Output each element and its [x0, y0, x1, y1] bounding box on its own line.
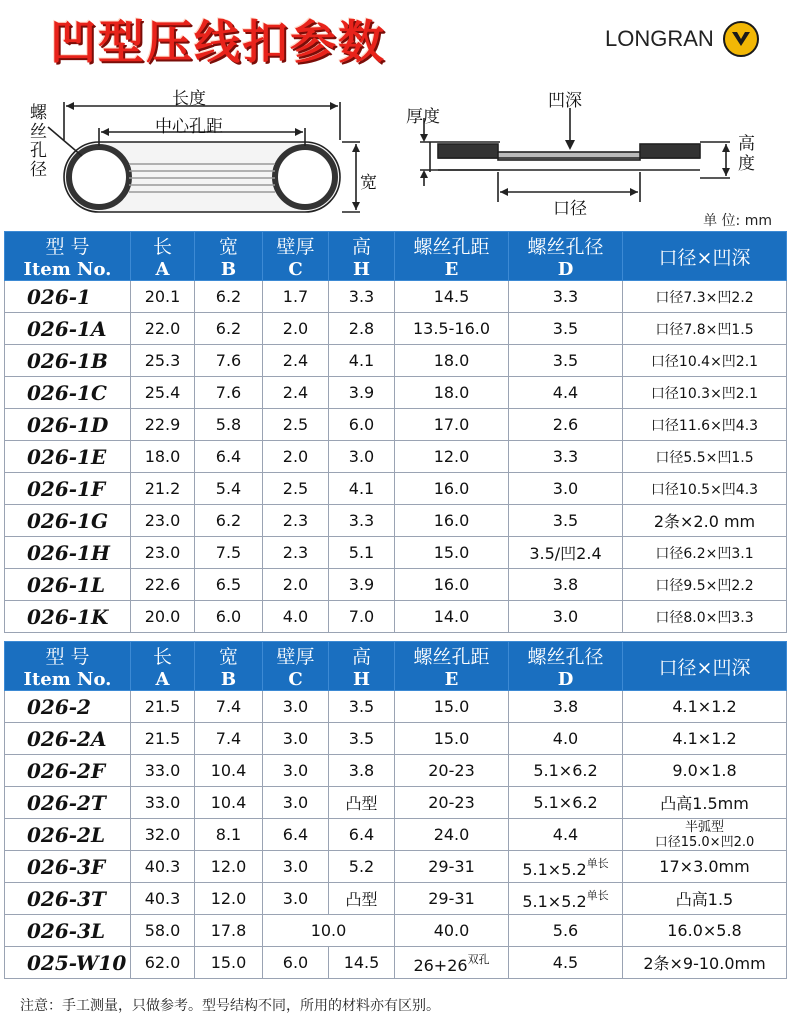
- banner: [0, 0, 790, 82]
- value-cell: 18.0: [131, 441, 195, 473]
- length-label: 长度: [172, 89, 206, 109]
- value-cell: 3.0: [263, 883, 329, 915]
- cell-note: 单长: [586, 888, 609, 902]
- value-cell: 5.1×6.2: [509, 787, 623, 819]
- value-cell: 10.0: [263, 915, 395, 947]
- value-cell: 2.5: [263, 409, 329, 441]
- header-en: E: [444, 259, 459, 280]
- value-cell: 3.0: [509, 601, 623, 633]
- model-cell: 026-1K: [5, 601, 131, 633]
- header-cn: 高: [351, 236, 371, 258]
- header-en: C: [288, 259, 303, 280]
- value-cell: 4.4: [509, 819, 623, 851]
- value-cell: 2.6: [509, 409, 623, 441]
- header-cn: 螺丝孔距: [413, 646, 490, 668]
- model-cell: 026-1H: [5, 537, 131, 569]
- header-en: H: [352, 259, 370, 280]
- header-en: B: [220, 669, 237, 690]
- model-cell: 026-3T: [5, 883, 131, 915]
- value-cell: 凸高1.5mm: [623, 787, 787, 819]
- model-cell: 026-1L: [5, 569, 131, 601]
- header-en: A: [155, 669, 170, 690]
- header-cell: [509, 642, 623, 691]
- recess-depth-label: 凹深: [548, 91, 582, 111]
- header-cn: 螺丝孔径: [527, 236, 604, 258]
- header-cell: [5, 642, 131, 691]
- value-cell: 5.1: [329, 537, 395, 569]
- model-cell: 026-2A: [5, 723, 131, 755]
- value-cell: 6.2: [195, 505, 263, 537]
- value-cell: 22.6: [131, 569, 195, 601]
- value-cell: 2.3: [263, 505, 329, 537]
- value-cell: 62.0: [131, 947, 195, 979]
- value-cell: 2.3: [263, 537, 329, 569]
- value-cell: 3.3: [329, 505, 395, 537]
- header-cn: 长: [152, 646, 172, 668]
- model-cell: 026-1F: [5, 473, 131, 505]
- value-cell: 4.5: [509, 947, 623, 979]
- value-cell: 29-31: [395, 883, 509, 915]
- value-cell: 7.4: [195, 691, 263, 723]
- value-cell: 5.4: [195, 473, 263, 505]
- value-cell: 4.0: [263, 601, 329, 633]
- table-row: [5, 915, 787, 947]
- header-cn: 型 号: [45, 236, 90, 258]
- spec-table-1: [4, 231, 787, 633]
- value-cell: 17.0: [395, 409, 509, 441]
- value-cell: 3.8: [329, 755, 395, 787]
- value-cell: 23.0: [131, 505, 195, 537]
- value-cell: 3.5: [509, 313, 623, 345]
- value-cell: 7.6: [195, 377, 263, 409]
- header-cn: 高: [351, 646, 371, 668]
- value-cell: 18.0: [395, 377, 509, 409]
- value-cell: 29-31: [395, 851, 509, 883]
- value-cell: [623, 819, 787, 851]
- value-cell: $5.1\times 5.2^{单长}$: [509, 851, 623, 883]
- value-cell: 3.0: [509, 473, 623, 505]
- model-cell: 026-1A: [5, 313, 131, 345]
- value-cell: 3.5: [509, 505, 623, 537]
- value-cell: 凸型: [329, 883, 395, 915]
- value-cell: 2.0: [263, 441, 329, 473]
- value-cell: 3.3: [329, 281, 395, 313]
- header-en: Item No.: [23, 669, 112, 690]
- value-cell: 口径5.5×凹1.5: [623, 441, 787, 473]
- value-cell: 2.0: [263, 313, 329, 345]
- value-cell: 16.0: [395, 473, 509, 505]
- model-cell: 026-2L: [5, 819, 131, 851]
- table-row: [5, 851, 787, 883]
- value-cell: 口径7.8×凹1.5: [623, 313, 787, 345]
- value-cell: 7.6: [195, 345, 263, 377]
- table-row: [5, 723, 787, 755]
- value-cell: 6.4: [195, 441, 263, 473]
- table-row: [5, 441, 787, 473]
- value-cell: $5.1\times 5.2^{单长}$: [509, 883, 623, 915]
- header-cn: 壁厚: [276, 236, 315, 258]
- header-cell: [395, 642, 509, 691]
- table-header-row: [5, 642, 787, 691]
- value-cell: 4.4: [509, 377, 623, 409]
- screw-hole-label: 螺丝孔径: [30, 103, 47, 180]
- height-label: 高度: [738, 134, 755, 174]
- value-cell: 3.9: [329, 377, 395, 409]
- value-cell: 40.3: [131, 851, 195, 883]
- cell-note: 双孔: [467, 952, 490, 966]
- value-cell: 6.2: [195, 281, 263, 313]
- value-cell: 6.2: [195, 313, 263, 345]
- value-cell: 2条×2.0 mm: [623, 505, 787, 537]
- value-cell: 口径6.2×凹3.1: [623, 537, 787, 569]
- value-cell: 3.9: [329, 569, 395, 601]
- header-cell: [131, 232, 195, 281]
- table-row: [5, 947, 787, 979]
- value-cell: 3.5: [509, 345, 623, 377]
- header-cn: 螺丝孔距: [413, 236, 490, 258]
- value-cell: 9.0×1.8: [623, 755, 787, 787]
- table-row: [5, 281, 787, 313]
- table-row: [5, 787, 787, 819]
- value-cell: 15.0: [395, 691, 509, 723]
- model-cell: 026-2T: [5, 787, 131, 819]
- table-row: [5, 755, 787, 787]
- value-cell: 17×3.0mm: [623, 851, 787, 883]
- value-cell: 16.0: [395, 505, 509, 537]
- value-cell: 15.0: [395, 723, 509, 755]
- header-cell: [5, 232, 131, 281]
- value-cell: 5.8: [195, 409, 263, 441]
- header-en: H: [352, 669, 370, 690]
- page-title: 凹型压线扣参数: [50, 15, 386, 69]
- value-cell: 6.0: [195, 601, 263, 633]
- value-cell: 3.5/凹2.4: [509, 537, 623, 569]
- value-cell: 20.1: [131, 281, 195, 313]
- header-cell: [623, 232, 787, 281]
- bore-label: 口径: [553, 199, 587, 219]
- value-cell: 7.0: [329, 601, 395, 633]
- value-cell: 凸高1.5: [623, 883, 787, 915]
- value-cell: 10.4: [195, 787, 263, 819]
- value-cell: 14.5: [395, 281, 509, 313]
- model-cell: 026-1B: [5, 345, 131, 377]
- model-cell: 026-3L: [5, 915, 131, 947]
- header-en: E: [444, 669, 459, 690]
- header-cn: 宽: [218, 236, 238, 258]
- value-cell: 13.5-16.0: [395, 313, 509, 345]
- header-cell: [509, 232, 623, 281]
- value-cell: 15.0: [195, 947, 263, 979]
- value-cell: 7.5: [195, 537, 263, 569]
- table-row: [5, 313, 787, 345]
- value-cell: 33.0: [131, 755, 195, 787]
- value-cell: 3.8: [509, 569, 623, 601]
- value-cell: 2.8: [329, 313, 395, 345]
- brand-name: LONGRAN: [605, 26, 714, 51]
- value-cell: 25.3: [131, 345, 195, 377]
- value-cell: 口径10.5×凹4.3: [623, 473, 787, 505]
- cell-note: 单长: [586, 856, 609, 870]
- value-cell: 12.0: [195, 883, 263, 915]
- value-cell: 3.0: [263, 691, 329, 723]
- model-cell: 026-1: [5, 281, 131, 313]
- header-en: B: [220, 259, 237, 280]
- model-cell: 026-3F: [5, 851, 131, 883]
- header-en: A: [155, 259, 170, 280]
- value-cell: 21.5: [131, 723, 195, 755]
- value-cell: 12.0: [195, 851, 263, 883]
- table-row: [5, 819, 787, 851]
- width-label: 宽: [360, 173, 377, 193]
- model-cell: 026-2F: [5, 755, 131, 787]
- value-cell: 58.0: [131, 915, 195, 947]
- value-cell: 4.1: [329, 473, 395, 505]
- value-cell: 40.3: [131, 883, 195, 915]
- value-cell: 2.0: [263, 569, 329, 601]
- header-cell: [623, 642, 787, 691]
- value-cell: 5.6: [509, 915, 623, 947]
- header-cn: 口径×凹深: [658, 246, 751, 269]
- value-cell: 20.0: [131, 601, 195, 633]
- value-cell: 3.5: [329, 691, 395, 723]
- value-cell: 6.0: [329, 409, 395, 441]
- value-cell: 3.0: [263, 723, 329, 755]
- value-cell: 3.0: [263, 755, 329, 787]
- header-cn: 口径×凹深: [658, 656, 751, 679]
- value-cell: 4.1: [329, 345, 395, 377]
- value-cell: 16.0: [395, 569, 509, 601]
- header-cn: 长: [152, 236, 172, 258]
- value-cell: 8.1: [195, 819, 263, 851]
- value-cell: 凸型: [329, 787, 395, 819]
- value-cell: 3.3: [509, 281, 623, 313]
- value-cell: 20-23: [395, 787, 509, 819]
- model-cell: 026-1E: [5, 441, 131, 473]
- value-cell: 21.2: [131, 473, 195, 505]
- dimension-drawing: [0, 82, 790, 230]
- value-cell: 24.0: [395, 819, 509, 851]
- value-cell: 15.0: [395, 537, 509, 569]
- value-cell: 6.4: [263, 819, 329, 851]
- value-cell: 口径11.6×凹4.3: [623, 409, 787, 441]
- table-row: [5, 883, 787, 915]
- value-cell: $26+26^{双孔}$: [395, 947, 509, 979]
- header-cn: 螺丝孔径: [527, 646, 604, 668]
- value-cell: 16.0×5.8: [623, 915, 787, 947]
- header-en: C: [288, 669, 303, 690]
- value-cell: 2条×9-10.0mm: [623, 947, 787, 979]
- value-cell: 6.4: [329, 819, 395, 851]
- footer-note: 注意：手工测量，只做参考。型号结构不同，所用的材料亦有区别。: [20, 998, 440, 1014]
- header-en: D: [557, 669, 574, 690]
- value-cell: 口径10.3×凹2.1: [623, 377, 787, 409]
- cell-line: 口径15.0×凹2.0: [654, 834, 755, 850]
- value-cell: 4.0: [509, 723, 623, 755]
- value-cell: 6.0: [263, 947, 329, 979]
- model-cell: 026-1C: [5, 377, 131, 409]
- table-row: [5, 345, 787, 377]
- value-cell: 40.0: [395, 915, 509, 947]
- table-row: [5, 377, 787, 409]
- value-cell: 12.0: [395, 441, 509, 473]
- value-cell: 21.5: [131, 691, 195, 723]
- value-cell: 4.1×1.2: [623, 723, 787, 755]
- value-cell: 17.8: [195, 915, 263, 947]
- header-en: Item No.: [23, 259, 112, 280]
- value-cell: 32.0: [131, 819, 195, 851]
- table-row: [5, 601, 787, 633]
- table-row: [5, 537, 787, 569]
- header-cell: [195, 642, 263, 691]
- value-cell: 2.5: [263, 473, 329, 505]
- value-cell: 1.7: [263, 281, 329, 313]
- header-cell: [329, 232, 395, 281]
- value-cell: 22.0: [131, 313, 195, 345]
- value-cell: 6.5: [195, 569, 263, 601]
- table-header-row: [5, 232, 787, 281]
- value-cell: 14.5: [329, 947, 395, 979]
- table-row: [5, 409, 787, 441]
- header-cell: [131, 642, 195, 691]
- value-cell: 2.4: [263, 345, 329, 377]
- value-cell: 3.8: [509, 691, 623, 723]
- model-cell: 026-1D: [5, 409, 131, 441]
- value-cell: 口径9.5×凹2.2: [623, 569, 787, 601]
- header-cell: [195, 232, 263, 281]
- cell-line: 半弧型: [684, 819, 724, 835]
- header-cell: [263, 232, 329, 281]
- spec-table-2: [4, 641, 787, 979]
- center-distance-label: 中心孔距: [155, 117, 223, 137]
- table-row: [5, 691, 787, 723]
- value-cell: 3.0: [263, 787, 329, 819]
- dimension-diagram: [0, 82, 790, 230]
- model-cell: 025-W10: [5, 947, 131, 979]
- value-cell: 22.9: [131, 409, 195, 441]
- header-cn: 宽: [218, 646, 238, 668]
- value-cell: 20-23: [395, 755, 509, 787]
- value-cell: 口径10.4×凹2.1: [623, 345, 787, 377]
- table-row: [5, 569, 787, 601]
- value-cell: 23.0: [131, 537, 195, 569]
- header-en: D: [557, 259, 574, 280]
- value-cell: 3.3: [509, 441, 623, 473]
- value-cell: 25.4: [131, 377, 195, 409]
- value-cell: 14.0: [395, 601, 509, 633]
- value-cell: 33.0: [131, 787, 195, 819]
- thickness-label: 厚度: [406, 107, 440, 127]
- value-cell: 3.0: [263, 851, 329, 883]
- model-cell: 026-1G: [5, 505, 131, 537]
- value-cell: 7.4: [195, 723, 263, 755]
- model-cell: 026-2: [5, 691, 131, 723]
- value-cell: 口径7.3×凹2.2: [623, 281, 787, 313]
- header-cell: [395, 232, 509, 281]
- brand-logo-icon: [723, 21, 759, 57]
- table-row: [5, 505, 787, 537]
- header-cell: [329, 642, 395, 691]
- value-cell: 4.1×1.2: [623, 691, 787, 723]
- value-cell: 口径8.0×凹3.3: [623, 601, 787, 633]
- value-cell: 3.5: [329, 723, 395, 755]
- header-cn: 壁厚: [276, 646, 315, 668]
- header-cn: 型 号: [45, 646, 90, 668]
- value-cell: 10.4: [195, 755, 263, 787]
- value-cell: 5.1×6.2: [509, 755, 623, 787]
- unit-label: 单 位: mm: [703, 213, 772, 229]
- value-cell: 18.0: [395, 345, 509, 377]
- value-cell: 3.0: [329, 441, 395, 473]
- table-row: [5, 473, 787, 505]
- value-cell: 5.2: [329, 851, 395, 883]
- value-cell: 2.4: [263, 377, 329, 409]
- header-cell: [263, 642, 329, 691]
